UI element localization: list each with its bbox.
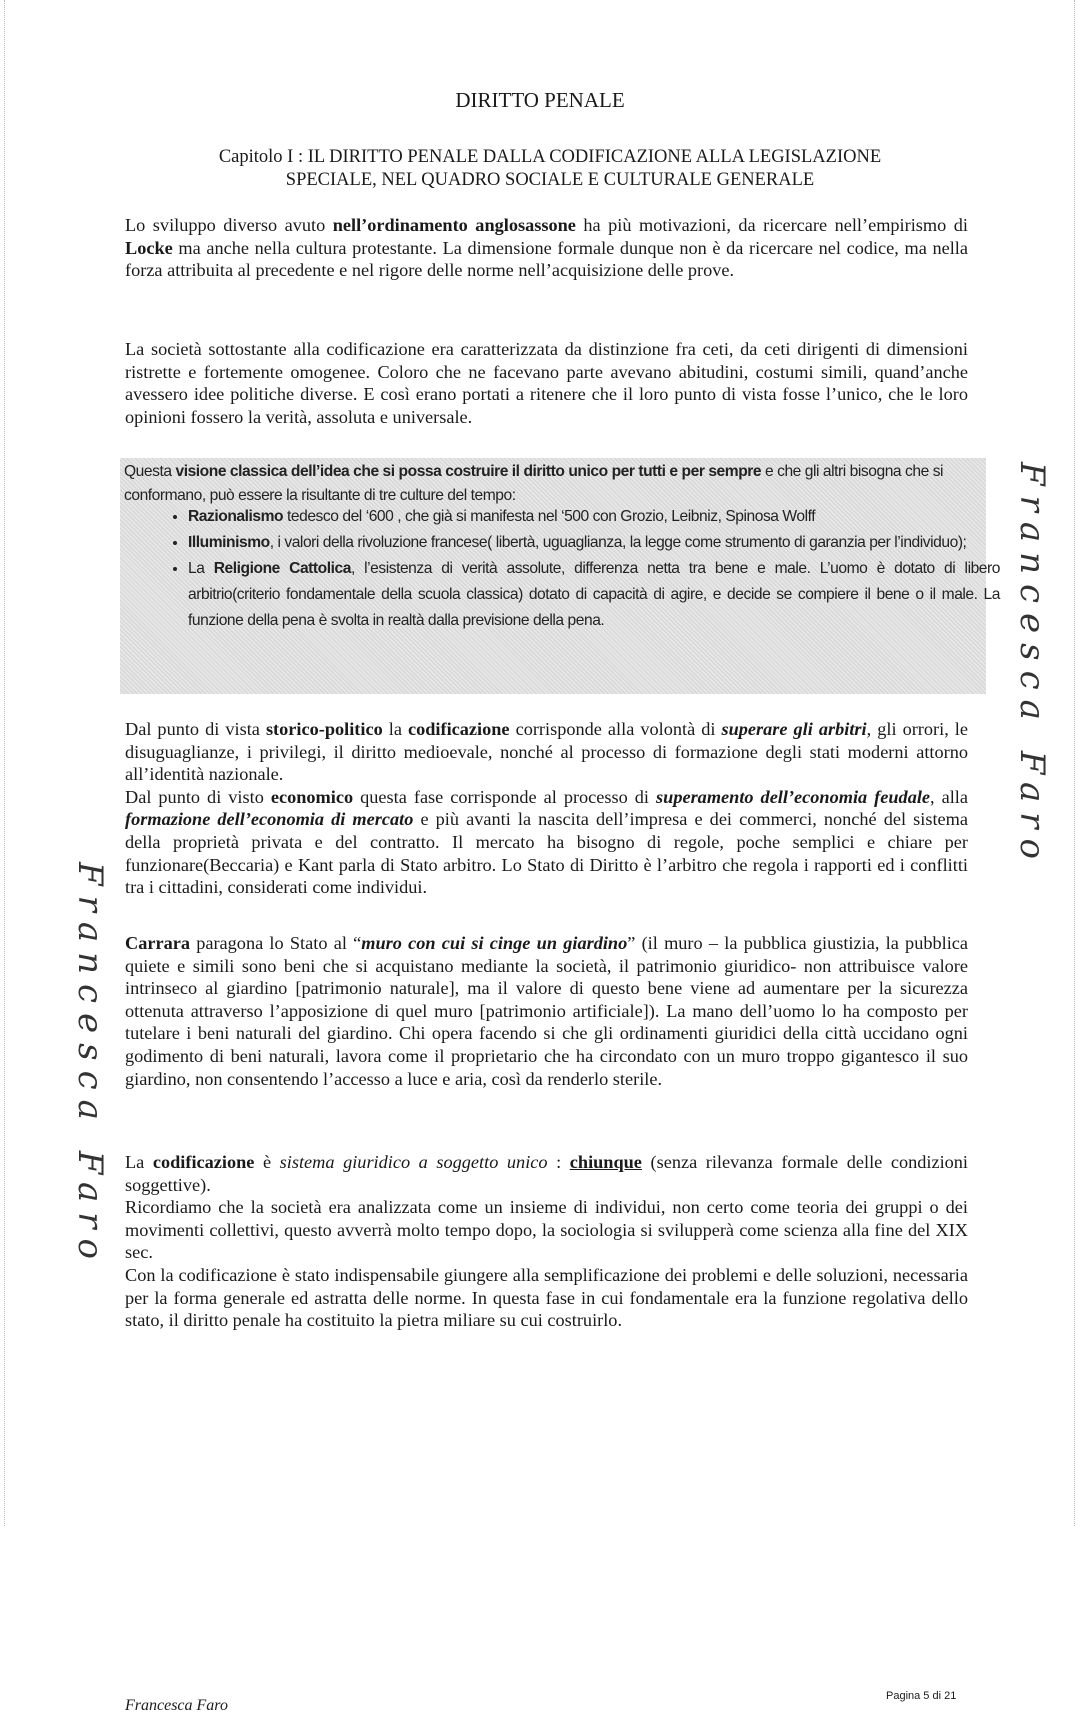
text-run: La: [188, 560, 214, 577]
emphasis-text: Locke: [125, 237, 173, 258]
text-run: Ricordiamo che la società era analizzata come un insieme di individui, non certo come teoria dei gruppi o dei movimenti collettivi, questo avverrà molto tempo dopo, la sociologia si svilupperà come scienza alla fine del XIX sec.: [125, 1197, 968, 1263]
emphasis-text: visione classica dell’idea che si possa costruire il diritto unico per tutti e per sempre: [175, 463, 762, 480]
emphasis-text: superamento dell’economia feudale: [656, 786, 931, 807]
text-run: e che gli altri bisogna che si conformano, può essere la risultante di tre culture del tempo:: [124, 463, 944, 504]
text-run: (senza rilevanza formale delle condizioni soggettive).: [125, 1152, 969, 1195]
text-run: , l’esistenza di verità assolute, differenza netta tra bene e male. L’uomo è dotato di libero arbitrio(criterio fondamentale della scuola classica) dotato di capacità di agire, e decide se compiere il bene o il male. La funzione della pena è svolta in realtà dalla previsione della pena.: [188, 560, 1000, 629]
text-run: la: [382, 719, 408, 739]
text-run: e più avanti la nascita dell’impresa e dei commerci, nonché del sistema della proprietà privata e del contratto. Il mercato ha bisogno di regole, poche semplici e chiare per funzionare(Beccaria) e Kant parla di Stato arbitro. Lo Stato di Diritto è l’arbitro che regola i rapporti ed i conflitti tra i cittadini, considerati come individui.: [125, 809, 968, 898]
emphasis-text: chiunque: [569, 1152, 642, 1172]
text-run: , gli orrori, le disuguaglianze, i privilegi, il diritto medioevale, nonché al processo di formazione degli stati moderni attorno all’identità nazionale.: [125, 719, 968, 785]
emphasis-text: storico-politico: [265, 719, 383, 739]
emphasis-text: nell’ordinamento anglosassone: [332, 215, 576, 235]
emphasis-text: economico: [270, 786, 354, 807]
emphasis-text: Carrara: [125, 933, 190, 953]
text-run: Con la codificazione è stato indispensabile giungere alla semplificazione dei problemi e delle soluzioni, necessaria per la forma generale ed astratta delle norme. In questa fase in cui fondamentale era la funzione regolativa dello stato, il diritto penale ha costituito la pietra miliare su cui costruirlo.: [125, 1264, 968, 1331]
text-run: La società sottostante alla codificazione era caratterizzata da distinzione fra ceti, da ceti dirigenti di dimensioni ristrette e fortemente omogenee. Coloro che ne facevano parte avevano abitudini, costumi simili, quand’anche avessero idee politiche diverse. E così erano portati a ritenere che il loro punto di vista fosse l’unico, che le loro opinioni fossero la verità, assoluta e universale.: [125, 339, 968, 427]
text-run: ” (il muro – la pubblica giustizia, la pubblica quiete e simili sono beni che si acquistano mediante la società, il patrimonio giuridico- non attribuisce valore intrinseco al giardino [patrimonio naturale], ma il valore di questo bene viene ad aumentare per la sicurezza ottenuta attraverso l’apposizione di quel muro [patrimonio artificiale]). La mano dell’uomo lo ha composto per tutelare i beni naturali del giardino. Chi opera facendo si che gli ordinamenti giuridici della città uccidano ogni godimento di beni naturali, lavora come il proprietario che ha circondato con un muro troppo gigantesco il suo giardino, non consentendo l’accesso a luce e aria, così da renderlo sterile.: [125, 933, 968, 1089]
chapter-heading-line: Capitolo I : IL DIRITTO PENALE DALLA CODIFICAZIONE ALLA LEGISLAZIONE: [218, 147, 882, 167]
text-run: La: [125, 1152, 153, 1172]
emphasis-text: codificazione: [152, 1152, 255, 1172]
list-item: [188, 504, 1000, 530]
text-run: Questa: [124, 463, 176, 480]
text-run: Dal punto di vista: [125, 719, 266, 739]
paragraph-anglosassone: [125, 214, 968, 282]
list-item: [188, 530, 1000, 556]
emphasis-text: codificazione: [408, 719, 510, 739]
text-run: è: [254, 1152, 280, 1172]
list-item: [188, 556, 1000, 634]
text-run: Lo sviluppo diverso avuto: [125, 215, 333, 235]
emphasis-text: muro con cui si cinge un giardino: [361, 933, 628, 953]
scan-edge: [1074, 0, 1076, 1526]
paragraph-societa: [125, 338, 968, 428]
box-intro: [124, 460, 974, 507]
text-run: Dal punto di visto: [125, 786, 271, 807]
signature-watermark: Francesca Faro: [70, 862, 110, 1270]
chapter-heading: [160, 146, 940, 192]
emphasis-text: superare gli arbitri: [721, 719, 867, 739]
text-run: corrisponde alla volontà di: [509, 719, 722, 739]
paragraph-storico-politico: [125, 718, 968, 899]
document-title: DIRITTO PENALE: [455, 88, 625, 112]
paragraph-codificazione: [125, 1151, 968, 1332]
emphasis-text: formazione dell’economia di mercato: [125, 809, 414, 830]
emphasis-text: Religione Cattolica: [213, 560, 351, 577]
emphasis-text: sistema giuridico a soggetto unico: [279, 1152, 548, 1172]
text-run: questa fase corrisponde al processo di: [353, 786, 657, 807]
text-run: paragona lo Stato al “: [189, 933, 362, 953]
text-run: tedesco del ‘600 , che già si manifesta nel ‘500 con Grozio, Leibniz, Spinosa Wolff: [283, 508, 816, 525]
footer-author: Francesca Faro: [125, 1697, 228, 1714]
chapter-heading-line: SPECIALE, NEL QUADRO SOCIALE E CULTURALE GENERALE: [285, 170, 815, 190]
emphasis-text: Illuminismo: [188, 534, 270, 551]
text-run: ha più motivazioni, da ricercare nell’empirismo di: [575, 215, 969, 235]
text-run: :: [547, 1152, 570, 1172]
paragraph-carrara: [125, 932, 968, 1090]
highlighted-box: [120, 458, 1000, 694]
text-run: ma anche nella cultura protestante. La dimensione formale dunque non è da ricercare nel codice, ma nella forza attribuita al precedente e nel rigore delle norme nell’acquisizione delle prove.: [125, 237, 968, 281]
text-run: , i valori della rivoluzione francese( libertà, uguaglianza, la legge come strumento di garanzia per l’individuo);: [269, 534, 967, 551]
page-number: Pagina 5 di 21: [886, 1690, 957, 1702]
scan-edge: [4, 0, 6, 1526]
text-run: , alla: [930, 786, 969, 807]
signature-watermark: Francesca Faro: [1012, 462, 1052, 870]
culture-list: [158, 504, 1000, 634]
emphasis-text: Razionalismo: [188, 508, 284, 525]
